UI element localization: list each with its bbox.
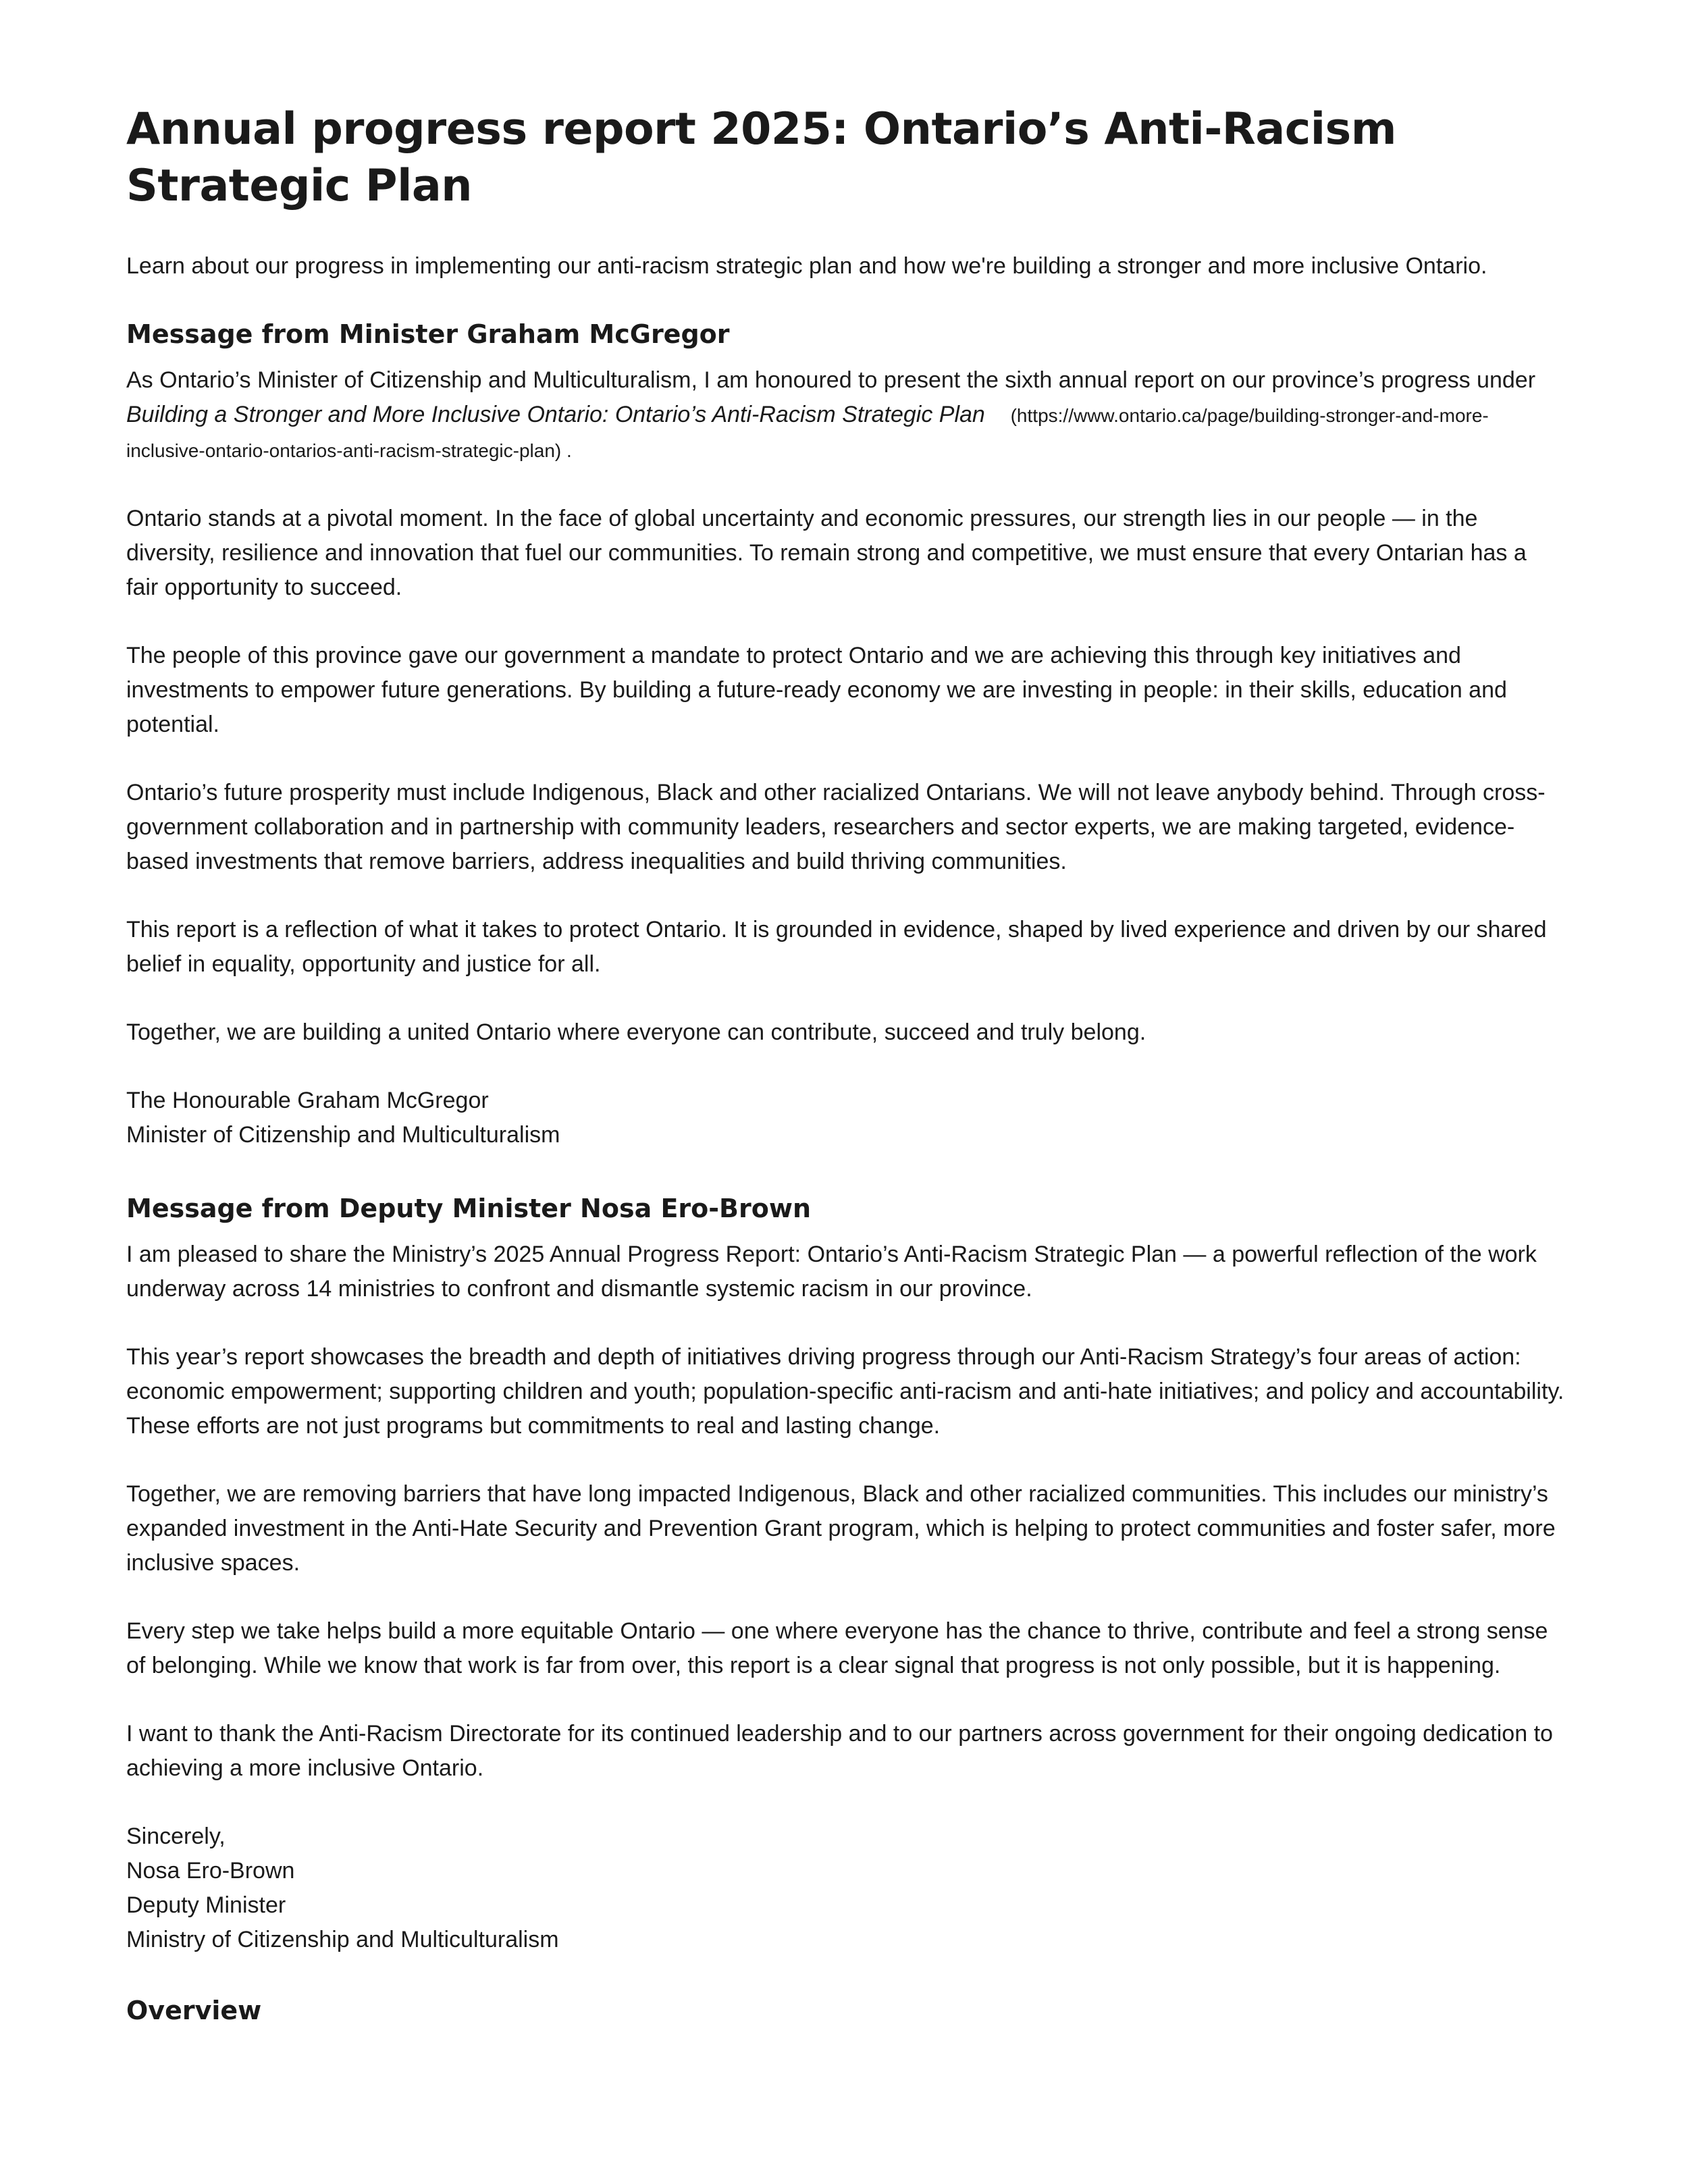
deputy-paragraph-5: I want to thank the Anti-Racism Directorate for its continued leadership and to our partners across government for their ongoing dedication to achieving a more inclusive Ontario. xyxy=(126,1721,1553,1781)
minister-message-section xyxy=(126,316,1564,1152)
deputy-signature-org: Ministry of Citizenship and Multiculturalism xyxy=(126,1927,559,1952)
deputy-signature-name: Nosa Ero-Brown xyxy=(126,1858,295,1884)
minister-paragraph-1 xyxy=(126,363,1564,468)
minister-paragraph-2: Ontario stands at a pivotal moment. In the face of global uncertainty and economic pressures, our strength lies in our people — in the diversity, resilience and innovation that fuel our communities. To remain strong and competitive, we must ensure that every Ontarian has a fair opportunity to succeed. xyxy=(126,506,1527,600)
deputy-paragraph-4: Every step we take helps build a more equitable Ontario — one where everyone has the chance to thrive, contribute and feel a strong sense of belonging. While we know that work is far from over, this report is a clear signal that progress is not only possible, but it is happening. xyxy=(126,1618,1548,1678)
minister-paragraph-6: Together, we are building a united Ontario where everyone can contribute, succeed and truly belong. xyxy=(126,1019,1146,1045)
overview-heading: Overview xyxy=(126,1996,262,2025)
deputy-signature-title: Deputy Minister xyxy=(126,1892,286,1918)
minister-paragraph-4: Ontario’s future prosperity must include Indigenous, Black and other racialized Ontarians. We will not leave anybody behind. Through cross-government collaboration and in partnership with community leaders, researchers and sector experts, we are making targeted, evidence-based investments that remove barriers, address inequalities and build thriving communities. xyxy=(126,780,1546,874)
intro-paragraph: Learn about our progress in implementing our anti-racism strategic plan and how we're building a stronger and more inclusive Ontario. xyxy=(126,253,1487,279)
strategic-plan-url[interactable]: (https://www.ontario.ca/page/building-stronger-and-more-inclusive-ontario-ontarios-anti-racism-strategic-plan) xyxy=(126,405,1489,461)
document-page xyxy=(126,101,1564,2029)
deputy-message-heading: Message from Deputy Minister Nosa Ero-Brown xyxy=(126,1194,811,1223)
deputy-message-section xyxy=(126,1190,1564,1957)
page-title: Annual progress report 2025: Ontario’s Anti-Racism Strategic Plan xyxy=(126,104,1396,211)
deputy-paragraph-3: Together, we are removing barriers that have long impacted Indigenous, Black and other racialized communities. This includes our ministry’s expanded investment in the Anti-Hate Security and Prevention Grant program, which is helping to protect communities and foster safer, more inclusive spaces. xyxy=(126,1481,1556,1576)
minister-signature-title: Minister of Citizenship and Multiculturalism xyxy=(126,1122,560,1148)
minister-p1-suffix: . xyxy=(561,440,572,461)
deputy-paragraph-1: I am pleased to share the Ministry’s 2025 Annual Progress Report: Ontario’s Anti-Racism Strategic Plan — a powerful reflection of the work underway across 14 ministries to confront and dismantle systemic racism in our province. xyxy=(126,1242,1537,1302)
minister-paragraph-3: The people of this province gave our government a mandate to protect Ontario and we are achieving this through key initiatives and investments to empower future generations. By building a future-ready economy we are investing in people: in their skills, education and potential. xyxy=(126,643,1507,737)
minister-message-heading: Message from Minister Graham McGregor xyxy=(126,319,730,349)
minister-paragraph-5: This report is a reflection of what it takes to protect Ontario. It is grounded in evidence, shaped by lived experience and driven by our shared belief in equality, opportunity and justice for all. xyxy=(126,917,1547,977)
minister-signature xyxy=(126,1084,1564,1152)
deputy-closing: Sincerely, xyxy=(126,1823,226,1849)
minister-p1-prefix: As Ontario’s Minister of Citizenship and Multiculturalism, I am honoured to present the sixth annual report on our province’s progress under xyxy=(126,367,1536,393)
deputy-paragraph-2: This year’s report showcases the breadth and depth of initiatives driving progress through our Anti-Racism Strategy’s four areas of action: economic empowerment; supporting children and youth; population-specific anti-racism and anti-hate initiatives; and policy and accountability. These efforts are not just programs but commitments to real and lasting change. xyxy=(126,1344,1564,1439)
minister-signature-name: The Honourable Graham McGregor xyxy=(126,1088,489,1113)
strategic-plan-link[interactable]: Building a Stronger and More Inclusive Ontario: Ontario’s Anti-Racism Strategic Plan xyxy=(126,402,985,427)
deputy-signature xyxy=(126,1819,1564,1957)
